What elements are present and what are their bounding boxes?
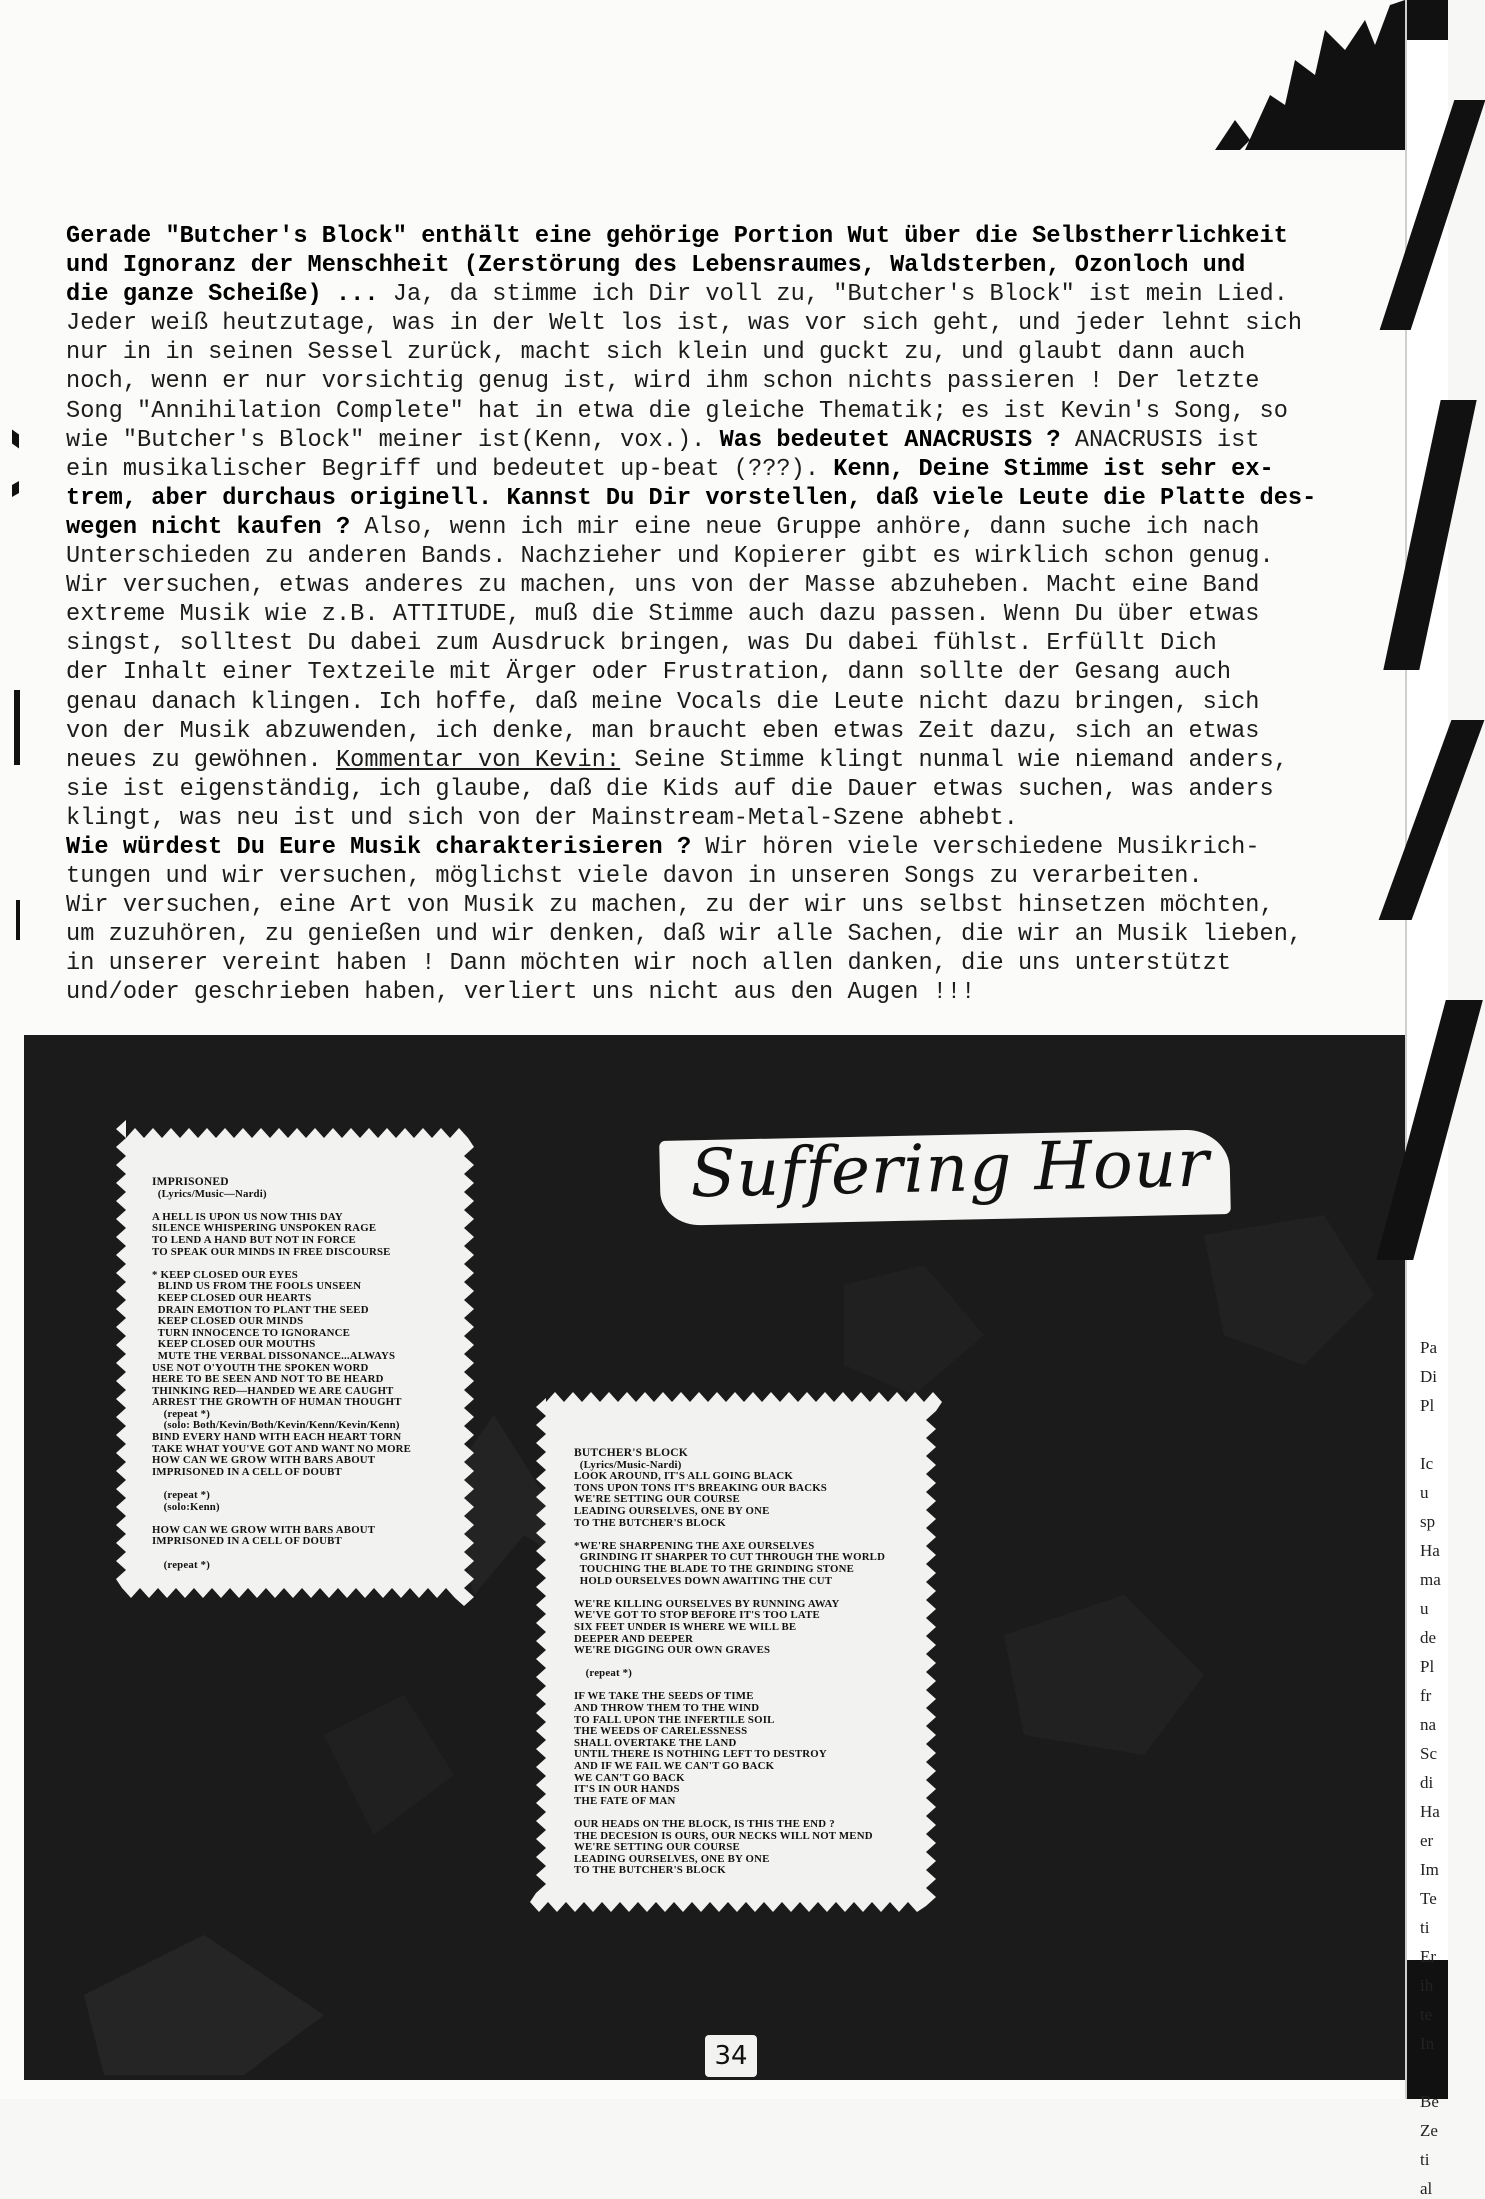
article-line <box>66 804 1366 833</box>
answer-text: tungen und wir versuchen, möglichst viele davon in unseren Songs zu verarbeiten. <box>66 863 1203 891</box>
answer-text: in unserer vereint haben ! Dann möchten wir noch allen danken, die uns unterstützt <box>66 950 1232 978</box>
edge-text-fragment: te <box>1420 2005 1433 2024</box>
article-line <box>66 978 1366 1007</box>
interview-text <box>66 222 1366 1008</box>
lyric-title: BUTCHER'S BLOCK <box>574 1447 688 1459</box>
lyric-line: BLIND US FROM THE FOOLS UNSEEN <box>152 1280 362 1293</box>
lyric-line: A HELL IS UPON US NOW THIS DAY <box>152 1210 343 1223</box>
lyric-line: TURN INNOCENCE TO IGNORANCE <box>152 1326 351 1339</box>
question-text: Wie würdest Du Eure Musik charakterisieren ? <box>66 833 692 861</box>
lyric-line: THINKING RED—HANDED WE ARE CAUGHT <box>152 1384 394 1397</box>
article-line <box>66 309 1366 338</box>
lyric-line: HOW CAN WE GROW WITH BARS ABOUT <box>152 1454 376 1467</box>
edge-text-fragment: Pl <box>1420 1396 1435 1415</box>
edge-text-fragment: Ic <box>1420 1454 1434 1473</box>
lyric-line: LEADING OURSELVES, ONE BY ONE <box>574 1504 770 1517</box>
lyric-line: KEEP CLOSED OUR MINDS <box>152 1315 304 1328</box>
article-line <box>66 367 1366 396</box>
lyric-line: SILENCE WHISPERING UNSPOKEN RAGE <box>152 1222 377 1235</box>
article-line <box>66 222 1366 251</box>
edge-text-fragment: Im <box>1420 1860 1439 1879</box>
answer-text: der Inhalt einer Textzeile mit Ärger oder Frustration, dann sollte der Gesang auch <box>66 659 1232 687</box>
article-line <box>66 397 1366 426</box>
lyric-line: TO SPEAK OUR MINDS IN FREE DISCOURSE <box>152 1245 391 1258</box>
answer-text: Ja, da stimme ich Dir voll zu, "Butcher's Block" ist mein Lied. <box>378 281 1288 309</box>
lyric-line: DEEPER AND DEEPER <box>574 1632 694 1645</box>
edge-text-fragment: er <box>1420 1831 1434 1850</box>
article-line <box>66 571 1366 600</box>
edge-text-fragment: Be <box>1420 2092 1439 2111</box>
lyric-line: GRINDING IT SHARPER TO CUT THROUGH THE WORLD <box>574 1551 886 1564</box>
lyric-line <box>152 1548 411 1560</box>
answer-text: ANACRUSIS ist <box>1060 426 1260 454</box>
answer-text: Wir versuchen, etwas anderes zu machen, uns von der Masse abzuheben. Macht eine Band <box>66 572 1260 600</box>
page-number: 34 <box>705 2035 757 2077</box>
article-line <box>66 920 1366 949</box>
answer-text: Song "Annihilation Complete" hat in etwa die gleiche Thematik; es ist Kevin's Song, so <box>66 397 1288 425</box>
lyric-line: TO THE BUTCHER'S BLOCK <box>574 1516 726 1529</box>
question-text: Kenn, Deine Stimme ist sehr ex- <box>833 455 1274 483</box>
question-text: und Ignoranz der Menschheit (Zerstörung des Lebensraumes, Waldsterben, Ozonloch und <box>66 252 1246 280</box>
answer-text: noch, wenn er nur vorsichtig genug ist, wird ihm schon nichts passieren ! Der letzte <box>66 368 1260 396</box>
lyric-line: (Lyrics/Music-Nardi) <box>574 1458 682 1471</box>
edge-text-fragment: u <box>1420 1599 1429 1618</box>
lyric-line: (repeat *) <box>152 1489 211 1502</box>
margin-mark <box>12 430 19 449</box>
article-line <box>66 862 1366 891</box>
lyric-line: KEEP CLOSED OUR HEARTS <box>152 1291 312 1304</box>
article-line <box>66 280 1366 309</box>
answer-text: ein musikalischer Begriff und bedeutet up-beat (???). <box>66 455 834 483</box>
ink-splotch-decoration <box>1215 0 1405 150</box>
article-line <box>66 833 1366 862</box>
article-line <box>66 775 1366 804</box>
article-line <box>66 629 1366 658</box>
lyric-line: *WE'RE SHARPENING THE AXE OURSELVES <box>574 1539 815 1552</box>
edge-text-fragment: Pl <box>1420 1657 1435 1676</box>
lyric-line: ARREST THE GROWTH OF HUMAN THOUGHT <box>152 1396 402 1409</box>
lyric-line: (solo:Kenn) <box>152 1500 220 1513</box>
lyric-line: WE CAN'T GO BACK <box>574 1771 685 1784</box>
answer-text: neues zu gewöhnen. <box>66 746 336 774</box>
article-line <box>66 891 1366 920</box>
answer-text: Wir hören viele verschiedene Musikrich- <box>691 833 1260 861</box>
lyric-line: MUTE THE VERBAL DISSONANCE...ALWAYS <box>152 1349 396 1362</box>
answer-text: genau danach klingen. Ich hoffe, daß meine Vocals die Leute nicht dazu bringen, sich <box>66 688 1260 716</box>
lyric-line: (repeat *) <box>152 1558 211 1571</box>
lyric-line: HERE TO BE SEEN AND NOT TO BE HEARD <box>152 1373 384 1386</box>
lyric-line: * KEEP CLOSED OUR EYES <box>152 1268 298 1281</box>
article-line <box>66 338 1366 367</box>
lyric-line: UNTIL THERE IS NOTHING LEFT TO DESTROY <box>574 1748 827 1761</box>
margin-mark <box>12 481 19 497</box>
question-text: wegen nicht kaufen ? <box>66 513 351 541</box>
edge-text-fragment: Ze <box>1420 2121 1438 2140</box>
lyric-line <box>152 1258 411 1270</box>
edge-text-fragment: Ha <box>1420 1541 1440 1560</box>
lyric-title: IMPRISONED <box>152 1176 229 1188</box>
edge-text-fragment: In <box>1420 2034 1435 2053</box>
margin-mark <box>14 690 20 765</box>
edge-text-fragment: ti <box>1420 1918 1430 1937</box>
lyric-line: TAKE WHAT YOU'VE GOT AND WANT NO MORE <box>152 1442 412 1455</box>
edge-text-fragment: al <box>1420 2179 1433 2198</box>
question-text: Was bedeutet ANACRUSIS ? <box>719 426 1061 454</box>
edge-text-fragment: fr <box>1420 1686 1432 1705</box>
lyric-line: (repeat *) <box>152 1407 211 1420</box>
lyric-line: TO LEND A HAND BUT NOT IN FORCE <box>152 1233 356 1246</box>
lyric-line: HOLD OURSELVES DOWN AWAITING THE CUT <box>574 1574 833 1587</box>
article-line <box>66 717 1366 746</box>
lyric-line: AND THROW THEM TO THE WIND <box>574 1702 760 1715</box>
edge-text-fragment: ma <box>1420 1570 1441 1589</box>
article-line <box>66 600 1366 629</box>
edge-text-fragment: Te <box>1420 1889 1437 1908</box>
edge-text-fragment: sp <box>1420 1512 1436 1531</box>
lyric-line: WE'RE DIGGING OUR OWN GRAVES <box>574 1644 771 1657</box>
question-text: trem, aber durchaus originell. Kannst Du Dir vorstellen, daß viele Leute die Platte des- <box>66 484 1317 512</box>
article-line <box>66 746 1366 775</box>
article-line <box>66 484 1366 513</box>
article-line <box>66 426 1366 455</box>
edge-text-fragment: di <box>1420 1773 1434 1792</box>
lyric-line: THE WEEDS OF CARELESSNESS <box>574 1725 748 1738</box>
answer-text: um zuzuhören, zu genießen und wir denken, daß wir alle Sachen, die wir an Musik lieben, <box>66 921 1303 949</box>
edge-text-fragment: Di <box>1420 1367 1437 1386</box>
lyric-line: USE NOT O'YOUTH THE SPOKEN WORD <box>152 1361 369 1374</box>
imprisoned-lyrics <box>152 1177 411 1571</box>
edge-text-fragment: Ha <box>1420 1802 1440 1821</box>
lyric-line: BIND EVERY HAND WITH EACH HEART TORN <box>152 1431 402 1444</box>
edge-text-fragment: de <box>1420 1628 1437 1647</box>
lyric-line: IT'S IN OUR HANDS <box>574 1783 680 1796</box>
answer-text: Seine Stimme klingt nunmal wie niemand anders, <box>620 746 1288 774</box>
answer-text: von der Musik abzuwenden, ich denke, man braucht eben etwas Zeit dazu, sich an etwas <box>66 717 1260 745</box>
lyric-line: HOW CAN WE GROW WITH BARS ABOUT <box>152 1523 376 1536</box>
edge-text-fragment: ti <box>1420 2150 1430 2169</box>
comment-label: Kommentar von Kevin: <box>335 746 621 774</box>
answer-text: sie ist eigenständig, ich glaube, daß die Kids auf die Dauer etwas suchen, was anders <box>66 775 1274 803</box>
lyric-line: IMPRISONED IN A CELL OF DOUBT <box>152 1465 342 1478</box>
lyric-line: (solo: Both/Kevin/Both/Kevin/Kenn/Kevin/Kenn) <box>152 1419 400 1432</box>
lyric-line: OUR HEADS ON THE BLOCK, IS THIS THE END ? <box>574 1818 835 1830</box>
lyric-line: (Lyrics/Music—Nardi) <box>152 1187 267 1200</box>
article-line <box>66 513 1366 542</box>
edge-text-fragment: u <box>1420 1483 1429 1502</box>
lyric-line: (repeat *) <box>574 1667 633 1680</box>
lyric-line: IMPRISONED IN A CELL OF DOUBT <box>152 1535 342 1548</box>
margin-mark <box>16 900 20 940</box>
article-line <box>66 658 1366 687</box>
lyric-line: THE DECESION IS OURS, OUR NECKS WILL NOT MEND <box>574 1829 873 1842</box>
lyric-line: TONS UPON TONS IT'S BREAKING OUR BACKS <box>574 1481 827 1494</box>
answer-text: Jeder weiß heutzutage, was in der Welt los ist, was vor sich geht, und jeder lehnt sich <box>66 310 1303 338</box>
question-text: die ganze Scheiße) ... <box>66 281 379 309</box>
edge-text-fragment: Sc <box>1420 1744 1437 1763</box>
lyric-line: IF WE TAKE THE SEEDS OF TIME <box>574 1690 754 1703</box>
band-logo-text: Suffering Hour <box>689 1124 1211 1213</box>
edge-text-fragment: ih <box>1420 1976 1434 1995</box>
answer-text: Wir versuchen, eine Art von Musik zu machen, zu der wir uns selbst hinsetzen möchten, <box>66 892 1274 920</box>
butchers-block-lyrics <box>574 1448 885 1877</box>
question-text: Gerade "Butcher's Block" enthält eine gehörige Portion Wut über die Selbstherrlichkeit <box>66 223 1288 250</box>
lyric-line: TOUCHING THE BLADE TO THE GRINDING STONE <box>574 1562 855 1575</box>
answer-text: und/oder geschrieben haben, verliert uns nicht aus den Augen !!! <box>66 979 976 1007</box>
answer-text: Also, wenn ich mir eine neue Gruppe anhöre, dann suche ich nach <box>350 513 1260 541</box>
article-line <box>66 542 1366 571</box>
lyric-line: THE FATE OF MAN <box>574 1794 676 1807</box>
lyric-line: LEADING OURSELVES, ONE BY ONE <box>574 1852 770 1865</box>
lyric-line: DRAIN EMOTION TO PLANT THE SEED <box>152 1303 369 1316</box>
lyric-line: WE'RE KILLING OURSELVES BY RUNNING AWAY <box>574 1597 840 1610</box>
lyric-line: TO THE BUTCHER'S BLOCK <box>574 1864 726 1877</box>
article-line <box>66 455 1366 484</box>
lyric-line <box>574 1587 885 1599</box>
answer-text: wie "Butcher's Block" meiner ist(Kenn, vox.). <box>66 426 720 454</box>
lyric-line: AND IF WE FAIL WE CAN'T GO BACK <box>574 1760 775 1773</box>
lyric-line: KEEP CLOSED OUR MOUTHS <box>152 1338 316 1351</box>
answer-text: nur in in seinen Sessel zurück, macht sich klein und guckt zu, und glaubt dann auch <box>66 339 1246 367</box>
lyric-line: SHALL OVERTAKE THE LAND <box>574 1736 737 1749</box>
edge-text-fragment: Pa <box>1420 1338 1437 1357</box>
edge-text-fragment: Er <box>1420 1947 1437 1966</box>
answer-text: extreme Musik wie z.B. ATTITUDE, muß die Stimme auch dazu passen. Wenn Du über etwas <box>66 601 1260 629</box>
article-line <box>66 251 1366 280</box>
answer-text: singst, solltest Du dabei zum Ausdruck bringen, was Du dabei fühlst. Erfüllt Dich <box>66 630 1217 658</box>
lyric-line: WE'VE GOT TO STOP BEFORE IT'S TOO LATE <box>574 1609 820 1622</box>
article-line <box>66 688 1366 717</box>
lyric-line: WE'RE SETTING OUR COURSE <box>574 1493 740 1506</box>
lyric-line: WE'RE SETTING OUR COURSE <box>574 1841 740 1854</box>
lyric-line <box>574 1529 885 1541</box>
answer-text: Unterschieden zu anderen Bands. Nachzieher und Kopierer gibt es wirklich schon genug. <box>66 543 1274 571</box>
lyric-line: LOOK AROUND, IT'S ALL GOING BLACK <box>574 1470 793 1483</box>
answer-text: klingt, was neu ist und sich von der Mainstream-Metal-Szene abhebt. <box>66 804 1018 832</box>
lyric-line: TO FALL UPON THE INFERTILE SOIL <box>574 1713 775 1726</box>
lyric-line: SIX FEET UNDER IS WHERE WE WILL BE <box>574 1620 797 1633</box>
edge-text-fragment: na <box>1420 1715 1437 1734</box>
article-line <box>66 949 1366 978</box>
